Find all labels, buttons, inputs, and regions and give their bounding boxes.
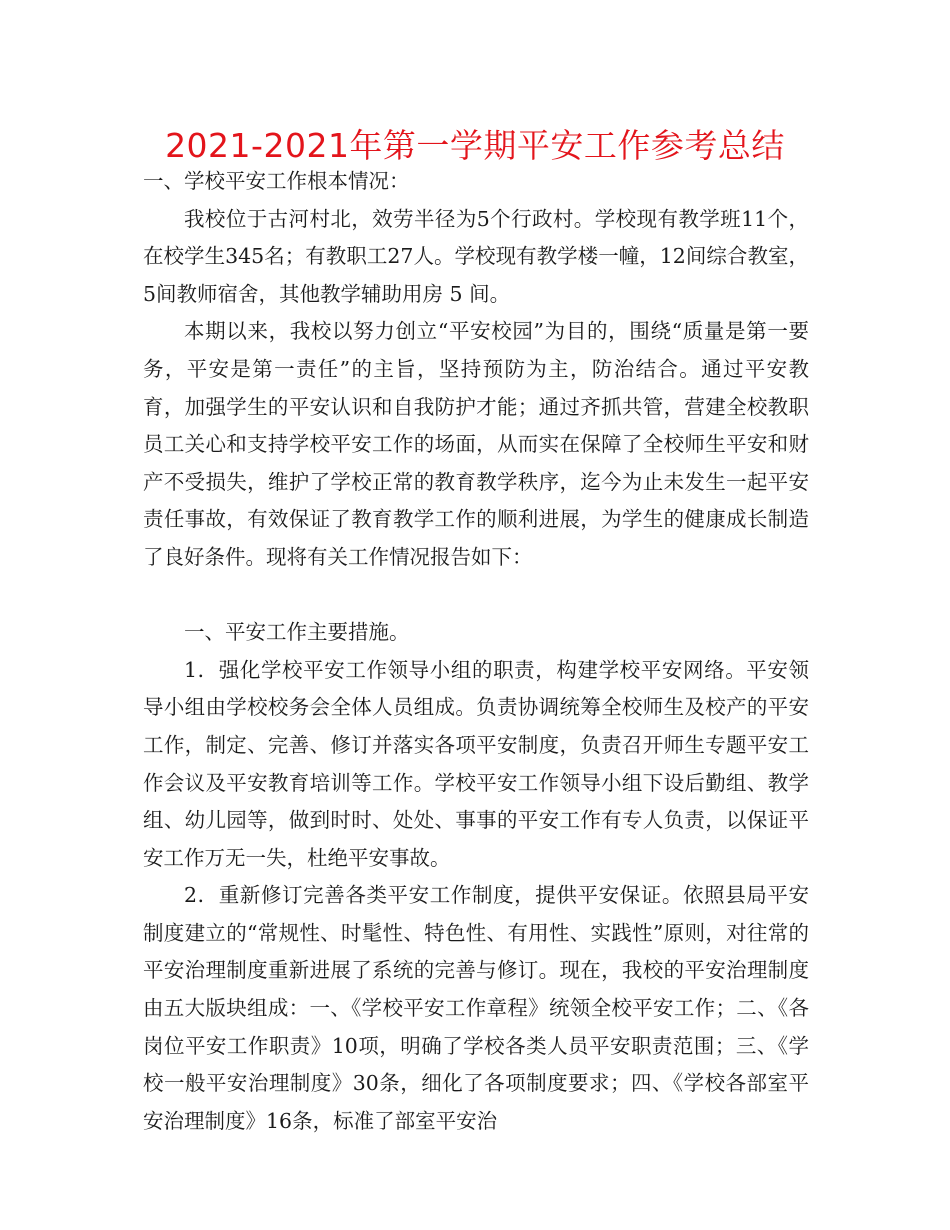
document-title: 2021-2021年第一学期平安工作参考总结 bbox=[165, 126, 785, 165]
section-heading-measures: 一、平安工作主要措施。 bbox=[184, 620, 410, 645]
document-body bbox=[143, 163, 809, 1140]
paragraph-measure-1: 1．强化学校平安工作领导小组的职责，构建学校平安网络。平安领导小组由学校校务会全体人员组成。负责协调统筹全校师生及校产的平安工作，制定、完善、修订并落实各项平安制度，负责召开师生专题平安工作会议及平安教育培训等工作。学校平安工作领导小组下设后勤组、教学组、幼儿园等，做到时时、处处、事事的平安工作有专人负责，以保证平安工作万无一失，杜绝平安事故。 bbox=[143, 657, 809, 870]
paragraph-spacer bbox=[143, 577, 809, 615]
paragraph-location: 我校位于古河村北，效劳半径为5个行政村。学校现有教学班11个，在校学生345名；有教职工27人。学校现有教学楼一幢，12间综合教室，5间教师宿舍，其他教学辅助用房 5 间。 bbox=[143, 206, 809, 306]
paragraph-intro: 本期以来，我校以努力创立“平安校园”为目的，围绕“质量是第一要务，平安是第一责任”的主旨，坚持预防为主，防治结合。通过平安教育，加强学生的平安认识和自我防护才能；通过齐抓共管，营建全校教职员工关心和支持学校平安工作的场面，从而实在保障了全校师生平安和财产不受损失，维护了学校正常的教育教学秩序，迄今为止未发生一起平安责任事故，有效保证了教育教学工作的顺利进展，为学生的健康成长制造了良好条件。现将有关工作情况报告如下： bbox=[143, 319, 809, 569]
section-heading-basic: 一、学校平安工作根本情况： bbox=[143, 169, 410, 193]
paragraph-measure-2: 2．重新修订完善各类平安工作制度，提供平安保证。依照县局平安制度建立的“常规性、时髦性、特色性、有用性、实践性”原则，对往常的平安治理制度重新进展了系统的完善与修订。现在，我校的平安治理制度由五大版块组成：一、《学校平安工作章程》统领全校平安工作；二、《各岗位平安工作职责》10项，明确了学校各类人员平安职责范围；三、《学校一般平安治理制度》30条，细化了各项制度要求；四、《学校各部室平安治理制度》16条，标准了部室平安治 bbox=[143, 883, 809, 1133]
